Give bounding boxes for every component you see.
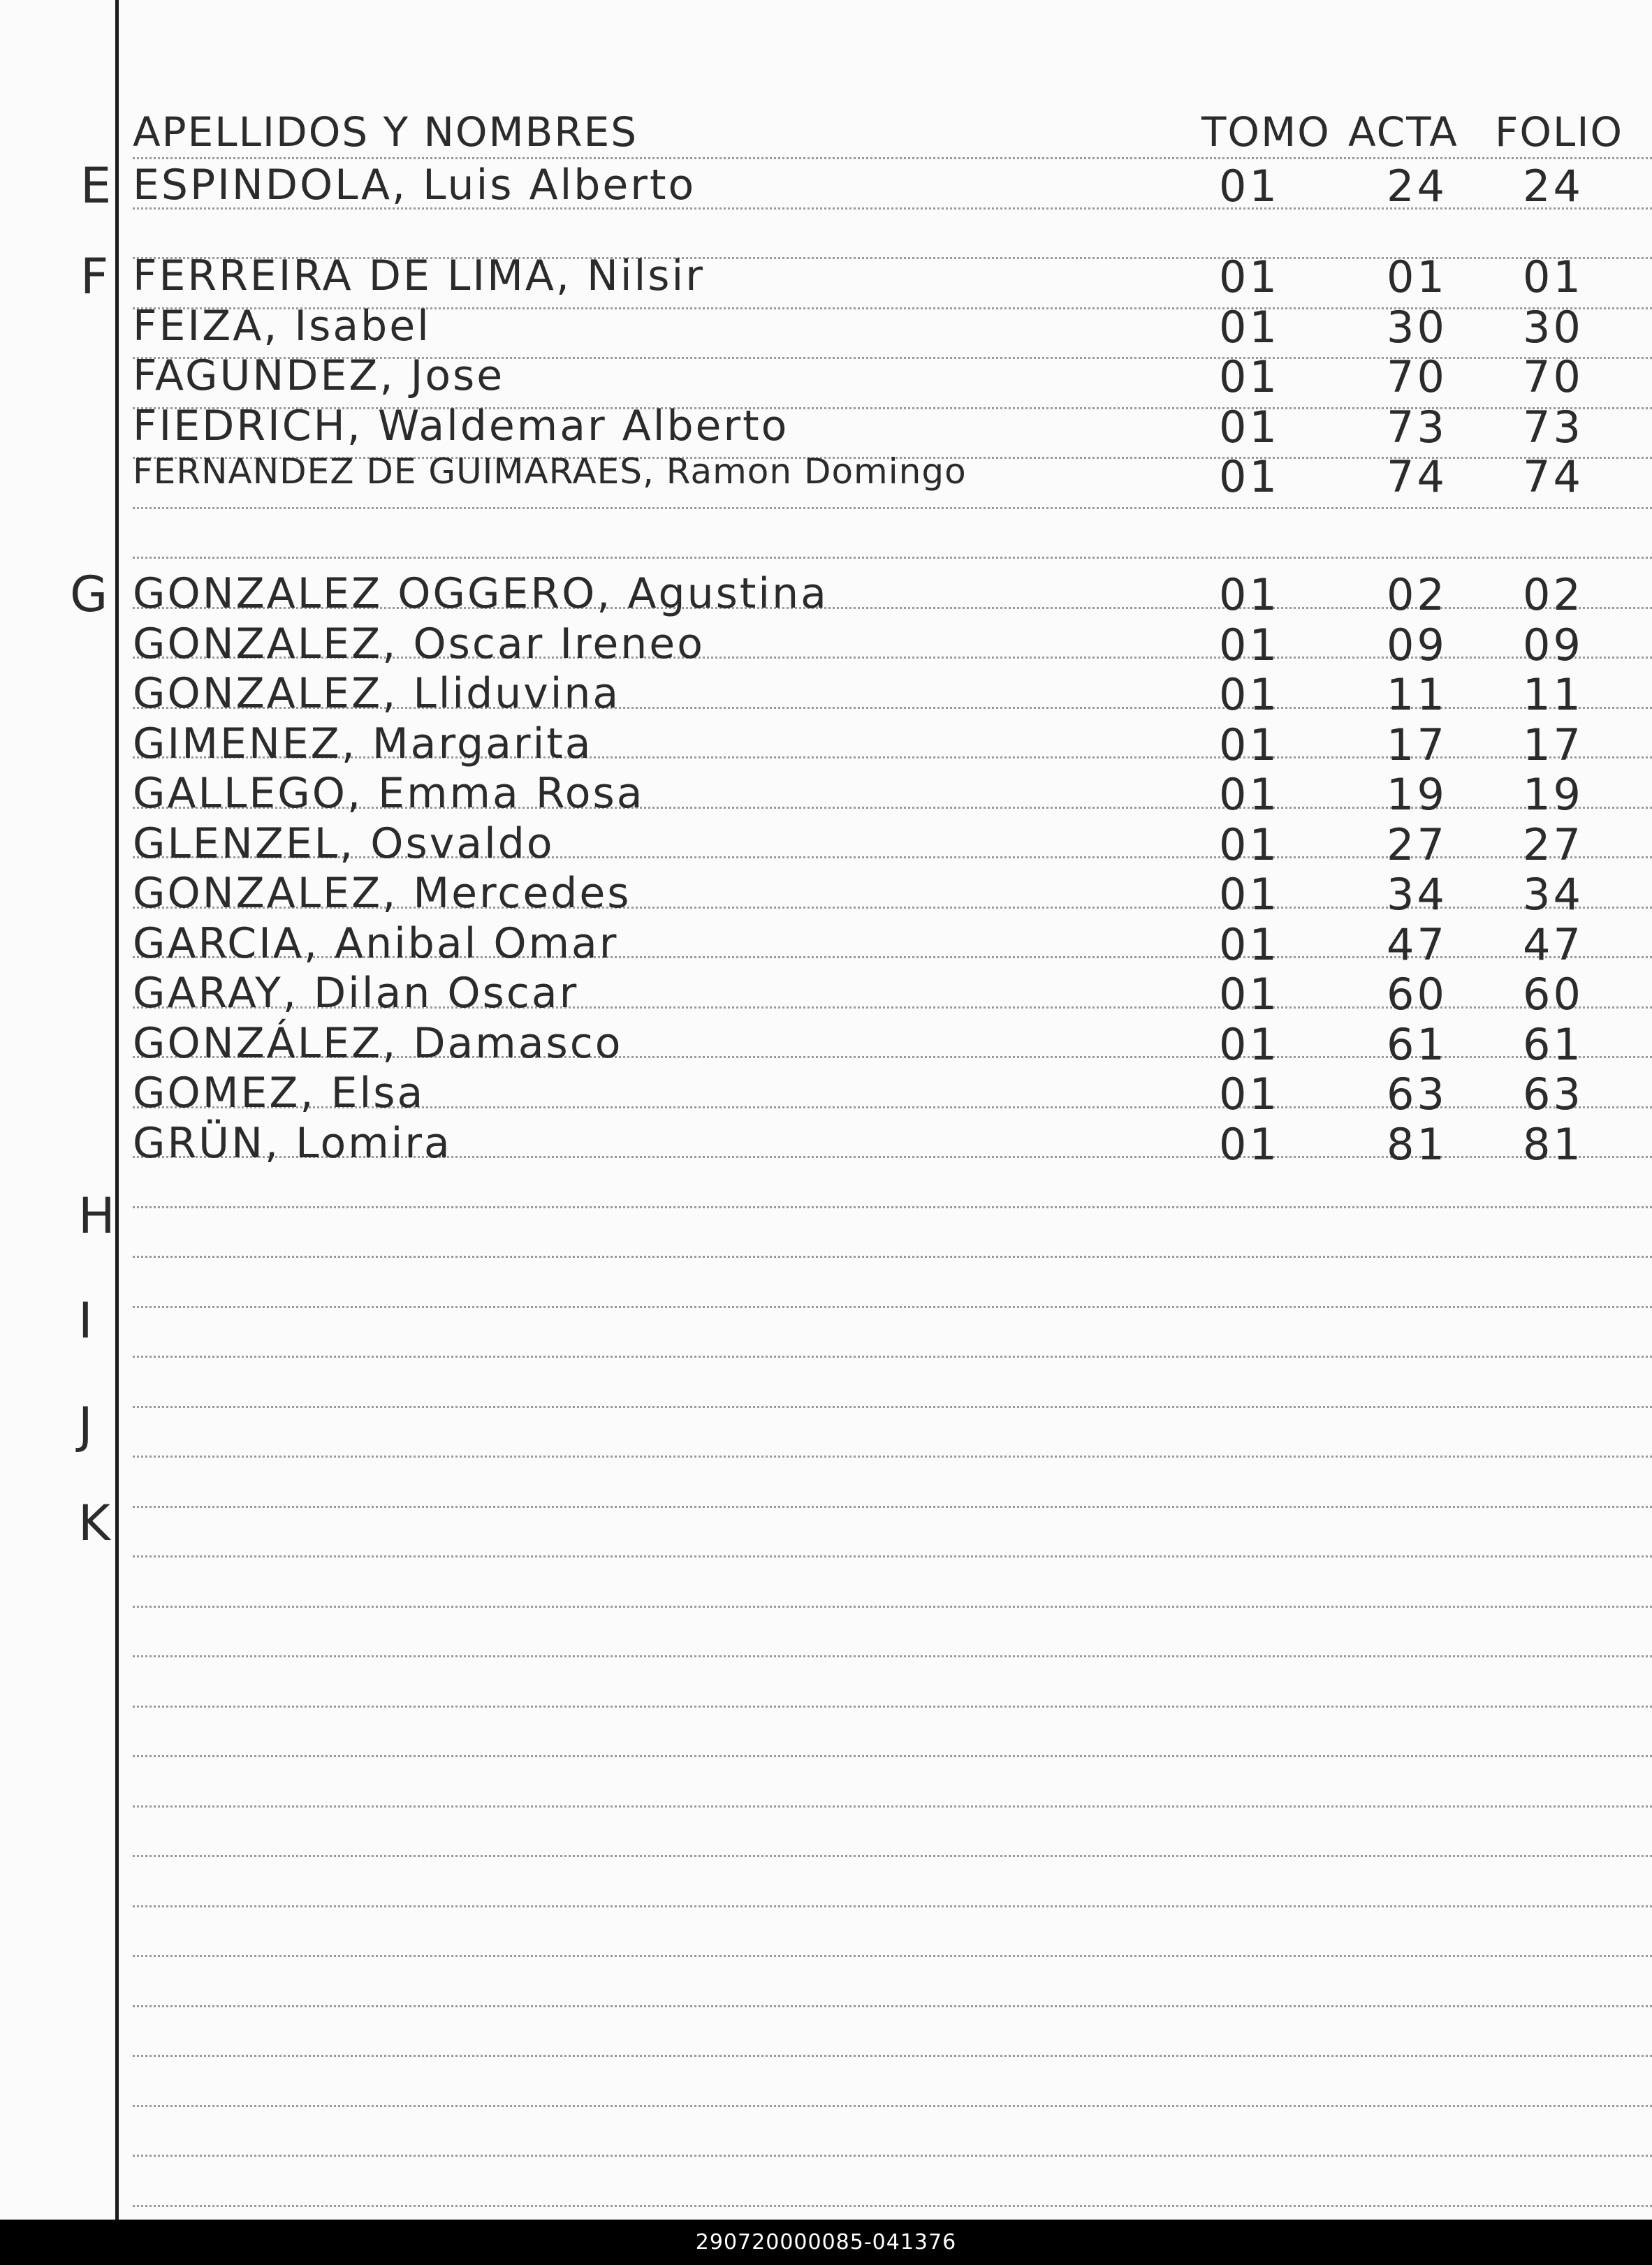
entry-acta: 02 — [1387, 569, 1447, 620]
ruled-line — [133, 157, 1652, 159]
entry-acta: 11 — [1387, 669, 1447, 720]
entry-name: GONZÁLEZ, Damasco — [133, 1019, 623, 1068]
entry-folio: 60 — [1523, 969, 1584, 1020]
section-letter-i: I — [78, 1292, 93, 1349]
entry-acta: 61 — [1387, 1019, 1447, 1070]
footer-barcode-number: 290720000085-041376 — [0, 2220, 1652, 2265]
entry-tomo: 01 — [1219, 351, 1280, 402]
entry-folio: 70 — [1523, 351, 1584, 402]
entry-acta: 27 — [1387, 819, 1447, 870]
entry-folio: 17 — [1523, 719, 1584, 770]
ruled-line — [133, 2105, 1652, 2107]
entry-name: GARCIA, Anibal Omar — [133, 919, 619, 968]
entry-folio: 47 — [1523, 919, 1584, 970]
entry-name: FERNANDEZ DE GUIMARAES, Ramon Domingo — [133, 451, 967, 492]
entry-tomo: 01 — [1219, 819, 1280, 870]
section-letter-g: G — [70, 566, 108, 623]
entry-tomo: 01 — [1219, 769, 1280, 820]
ruled-line — [133, 507, 1652, 509]
entry-tomo: 01 — [1219, 251, 1280, 302]
section-letter-e: E — [80, 157, 112, 214]
ruled-line — [133, 1706, 1652, 1708]
entry-name: FEIZA, Isabel — [133, 302, 431, 351]
entry-acta: 60 — [1387, 969, 1447, 1020]
entry-acta: 81 — [1387, 1119, 1447, 1170]
entry-folio: 19 — [1523, 769, 1584, 820]
header-name-column: APELLIDOS Y NOMBRES — [133, 108, 638, 156]
entry-acta: 74 — [1387, 451, 1447, 502]
entry-folio: 11 — [1523, 669, 1584, 720]
ruled-line — [133, 2055, 1652, 2057]
entry-name: GARAY, Dilan Oscar — [133, 969, 579, 1018]
entry-folio: 73 — [1523, 402, 1584, 453]
entry-acta: 17 — [1387, 719, 1447, 770]
entry-tomo: 01 — [1219, 569, 1280, 620]
entry-folio: 01 — [1523, 251, 1584, 302]
entry-tomo: 01 — [1219, 620, 1280, 670]
entry-folio: 27 — [1523, 819, 1584, 870]
entry-acta: 47 — [1387, 919, 1447, 970]
entry-folio: 34 — [1523, 869, 1584, 920]
ruled-line — [133, 1955, 1652, 1957]
ruled-line — [133, 2205, 1652, 2207]
entry-folio: 74 — [1523, 451, 1584, 502]
entry-folio: 63 — [1523, 1069, 1584, 1120]
ruled-line — [133, 1356, 1652, 1358]
entry-acta: 70 — [1387, 351, 1447, 402]
entry-acta: 30 — [1387, 302, 1447, 353]
entry-acta: 34 — [1387, 869, 1447, 920]
entry-tomo: 01 — [1219, 669, 1280, 720]
entry-tomo: 01 — [1219, 451, 1280, 502]
entry-acta: 24 — [1387, 161, 1447, 212]
entry-tomo: 01 — [1219, 302, 1280, 353]
ruled-line — [133, 1256, 1652, 1258]
entry-name: FAGUNDEZ, Jose — [133, 351, 505, 400]
entry-tomo: 01 — [1219, 1019, 1280, 1070]
ruled-line — [133, 1506, 1652, 1508]
header-tomo-column: TOMO — [1201, 108, 1331, 156]
entry-tomo: 01 — [1219, 161, 1280, 212]
ruled-line — [133, 1406, 1652, 1408]
section-letter-h: H — [78, 1187, 115, 1245]
ruled-line — [133, 1306, 1652, 1308]
section-letter-f: F — [80, 248, 109, 305]
entry-name: GONZALEZ, Oscar Ireneo — [133, 620, 705, 668]
entry-name: FIEDRICH, Waldemar Alberto — [133, 402, 789, 450]
entry-folio: 24 — [1523, 161, 1584, 212]
entry-name: FERREIRA DE LIMA, Nilsir — [133, 251, 705, 300]
ruled-line — [133, 1655, 1652, 1657]
entry-name: GOMEZ, Elsa — [133, 1069, 425, 1117]
ruled-line — [133, 1855, 1652, 1857]
header-acta-column: ACTA — [1348, 108, 1459, 156]
entry-name: GONZALEZ, Lliduvina — [133, 669, 621, 718]
entry-name: GALLEGO, Emma Rosa — [133, 769, 645, 818]
ruled-line — [133, 557, 1652, 559]
ruled-line — [133, 1206, 1652, 1208]
entry-tomo: 01 — [1219, 969, 1280, 1020]
entry-tomo: 01 — [1219, 869, 1280, 920]
ruled-line — [133, 1606, 1652, 1608]
ruled-line — [133, 2005, 1652, 2007]
entry-acta: 09 — [1387, 620, 1447, 670]
entry-tomo: 01 — [1219, 1069, 1280, 1120]
header-folio-column: FOLIO — [1495, 108, 1624, 156]
section-letter-j: J — [78, 1397, 93, 1454]
ruled-line — [133, 1905, 1652, 1907]
entry-acta: 63 — [1387, 1069, 1447, 1120]
entry-name: GONZALEZ, Mercedes — [133, 869, 631, 918]
entry-acta: 73 — [1387, 402, 1447, 453]
entry-folio: 09 — [1523, 620, 1584, 670]
entry-folio: 30 — [1523, 302, 1584, 353]
entry-folio: 81 — [1523, 1119, 1584, 1170]
entry-tomo: 01 — [1219, 1119, 1280, 1170]
entry-acta: 19 — [1387, 769, 1447, 820]
entry-tomo: 01 — [1219, 919, 1280, 970]
ruled-line — [133, 1805, 1652, 1808]
section-letter-k: K — [78, 1495, 110, 1552]
entry-folio: 61 — [1523, 1019, 1584, 1070]
ruled-line — [133, 2155, 1652, 2157]
entry-name: GIMENEZ, Margarita — [133, 719, 593, 768]
ruled-line — [133, 1555, 1652, 1557]
entry-name: GONZALEZ OGGERO, Agustina — [133, 569, 828, 618]
entry-name: ESPINDOLA, Luis Alberto — [133, 161, 696, 210]
margin-line — [115, 0, 119, 2220]
entry-folio: 02 — [1523, 569, 1584, 620]
ruled-line — [133, 1456, 1652, 1458]
entry-tomo: 01 — [1219, 402, 1280, 453]
ruled-line — [133, 1755, 1652, 1757]
entry-tomo: 01 — [1219, 719, 1280, 770]
entry-name: GLENZEL, Osvaldo — [133, 819, 555, 868]
entry-name: GRÜN, Lomira — [133, 1119, 452, 1168]
entry-acta: 01 — [1387, 251, 1447, 302]
